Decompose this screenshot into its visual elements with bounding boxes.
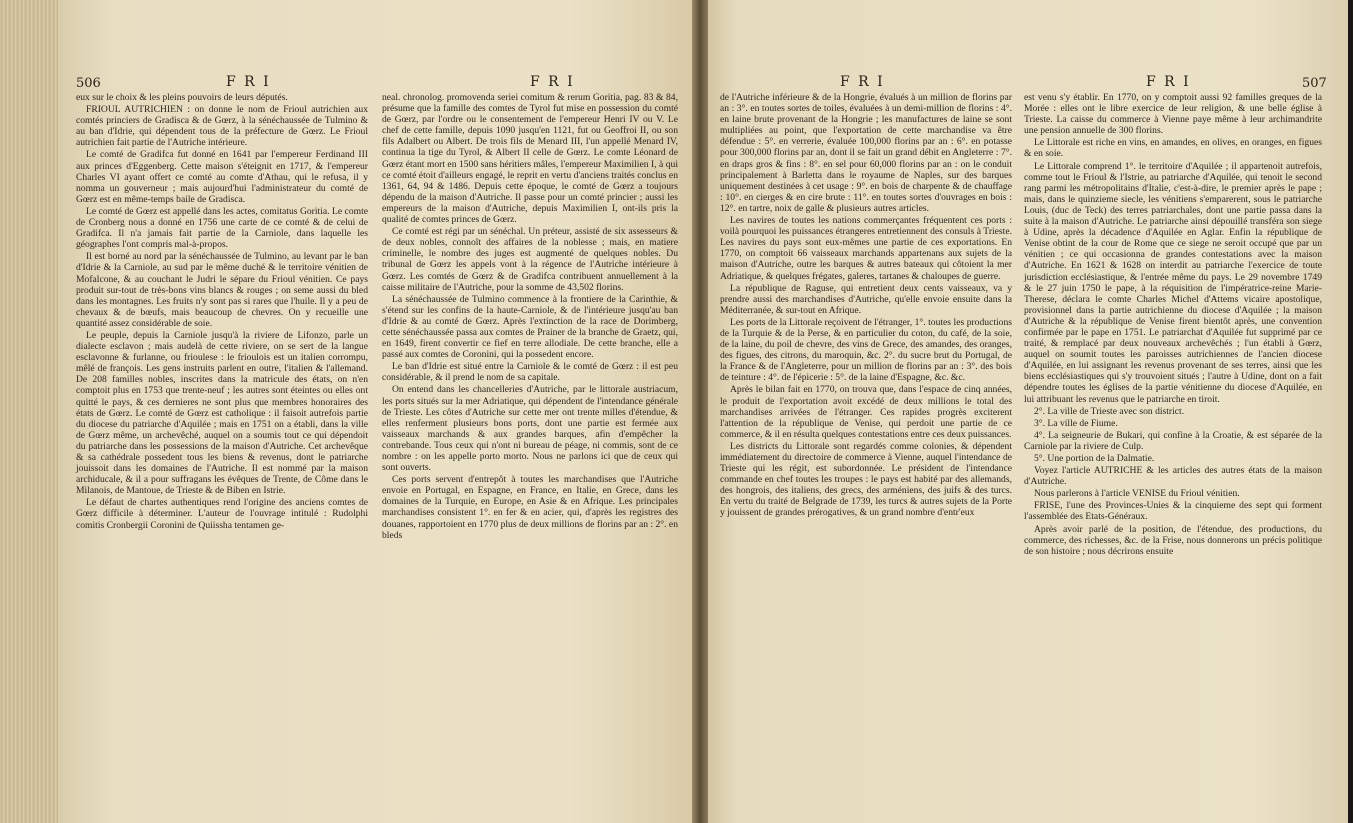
paragraph: 4°. La seigneurie de Bukari, qui confine à la Croatie, & est séparée de la Carniole par la riviere de Culp. bbox=[1024, 429, 1322, 452]
paragraph: 5°. Une portion de la Dalmatie. bbox=[1034, 453, 1155, 464]
running-head: F R I bbox=[1146, 74, 1191, 90]
paragraph: Voyez l'article AUTRICHE & les articles des autres états de la maison d'Autriche. bbox=[1024, 465, 1322, 488]
text-column-left bbox=[720, 92, 1012, 520]
paragraph: Les districts du Littorale sont regardés comme colonies, & dépendent immédiatement du directoire de commerce à Vienne, auquel l'intendance de Trieste qui les régit, est subordonnée. Le président de l'intendance commande en chef toutes les troupes : le pays est habité par des allemands, des hongrois, des italiens, des grecs, des arméniens, des juifs & des turcs. En vertu du traité de Belgrade de 1739, les turcs & autres sujets de la Porte y jouissent de grandes prérogatives, & un grand nombre d'entr'eux bbox=[720, 440, 1012, 519]
text-column-right bbox=[1024, 92, 1322, 558]
paragraph: Les navires de toutes les nations commerçantes fréquentent ces ports : voilà pourquoi les puissances étrangeres entretiennent des consuls à Trieste. Les navires du pays sont eux-mêmes une partie de ces exportations. En 1770, on comptoit 66 vaisseaux marchands appartenans aux sujets de la maison d'Autriche, outre les barques & autres bateaux qui côtoient la mer Adriatique, & quelques frégates, galeres, tartanes & chaloupes de guerre. bbox=[720, 215, 1012, 282]
text-column-right bbox=[382, 92, 678, 542]
right-page bbox=[698, 0, 1348, 823]
paragraph: FRISE, l'une des Provinces-Unies & la cinquieme des sept qui forment l'assemblée des Etats-Généraux. bbox=[1024, 500, 1322, 523]
paragraph: Le comté de Gœrz est appellé dans les actes, comitatus Goritia. Le comte de Cronberg nous a donné en 1756 une carte de ce comté & de celui de Gradifca. Il n'a jamais fait partie de la Carniole, dans laquelle les géographes l'ont compris mal-à-propos. bbox=[76, 205, 368, 251]
paragraph: Après avoir parlé de la position, de l'étendue, des productions, du commerce, des richesses, &c. de la Frise, nous donnerons un précis politique de son histoire ; nous décrirons ensuite bbox=[1024, 523, 1322, 557]
paragraph: On entend dans les chancelleries d'Autriche, par le littorale austriacum, les ports situés sur la mer Adriatique, qui dépendent de l'intendance générale de Trieste. Les côtes d'Autriche sur cette mer ont trente milles d'étendue, & elles renferment plusieurs bons ports, dont une partie est fermée aux vaisseaux marchands & aux grandes barques, afin d'empêcher la contrebande. Tous ceux qui n'ont ni bureau de péage, ni commis, sont de ce nombre : on les appelle porto morto. Nous ne parlons ici que de ceux qui sont ouverts. bbox=[382, 384, 678, 474]
paragraph: Le peuple, depuis la Carniole jusqu'à la riviere de Lifonzo, parle un dialecte esclavon ; mais audelà de cette riviere, on se sert de la langue esclavonne & furlanne, ou frioulese : le frioulois est un italien corrompu, mêlé de françois. Les gens instruits parlent en outre, l'italien & l'allemand. De 208 familles nobles, inscrites dans la matricule des états, on n'en comptoit plus en 1753 que trente-neuf ; les autres sont éteintes ou elles ont quitté le pays, & ces dernieres ne sont plus que membres honoraires des états de Gœrz. Le comté de Gœrz est catholique : il faisoit autrefois partie du diocese du patriarche d'Aquilée ; mais en 1751 on a établi, dans la ville de Gœrz même, un archevêché, auquel on a soumis tout ce qui dépendoit du patriarche dans les possessions de la maison d'Autriche. Cet archevêque & sa cathédrale possedent tous les biens & revenus, dont le patriarche jouissoit dans les domaines de l'Autriche. Il est nommé par la maison archiducale, & il a pour suffragans les évêques de Trente, de Côme dans le Milanois, de Mantoue, de Trieste & de Biben en Istrie. bbox=[76, 329, 368, 497]
paragraph: 2°. La ville de Trieste avec son district. bbox=[1034, 405, 1185, 417]
running-head: F R I bbox=[226, 74, 271, 90]
paragraph: Le ban d'Idrie est situé entre la Carniole & le comté de Gœrz : il est peu considérable, & il prend le nom de sa capitale. bbox=[382, 361, 678, 384]
paragraph: Ces ports servent d'entrepôt à toutes les marchandises que l'Autriche envoie en Portugal, en Espagne, en France, en Italie, en Grece, dans les domaines de la Turquie, en Europe, en Asie & en Afrique. Les principales marchandises consistent 1°. en fer & en acier, qui, d'après les registres des douanes, rapportoient en 1770 plus de deux millions de florins par an : 2°. en bleds bbox=[382, 474, 678, 541]
paragraph: La sénéchaussée de Tulmino commence à la frontiere de la Carinthie, & s'étend sur les confins de la haute-Carniole, & de l'intérieure jusqu'au ban d'Idrie & au comté de Gœrz. Après l'extinction de la race de Dorimberg, cette sénéchaussée passa aux comtes de Prainer de la branche de Graetz, qui, en 1649, firent convertir ce fief en terre allodiale. De cette branche, elle a passé aux comtes de Coronini, qui la possedent encore. bbox=[382, 293, 678, 361]
running-head: F R I bbox=[840, 74, 885, 90]
paragraph: de l'Autriche inférieure & de la Hongrie, évalués à un million de florins par an : 3°. en toutes sortes de toiles, évaluées à un demi-million de florins : 4°. en laine brute provenant de la Hongrie ; les manufactures de laine se sont multipliées au point, que l'exportation de cette marchandise va être défendue : 5°. en verrerie, évaluée 100,000 florins par an : 6°. en potasse pour 300,000 florins par an, dont il se fait un grand débit en Angleterre : 7°. en draps gros & fins : 8°. en sel pour 60,000 florins par an : on le conduit principalement à Barletta dans le royaume de Naples, sur des barques uniquement destinées à cet usage : 9°. en bois de charpente & de chauffage : 10°. en cierges & en cire brute : 11°. en toutes sortes d'ouvrages en bois : 12°. en tartre, noix de galle & plusieurs autres articles. bbox=[720, 92, 1012, 214]
paragraph: Les ports de la Littorale reçoivent de l'étranger, 1°. toutes les productions de la Turquie & de la Perse, & en particulier du coton, du café, de la soie, de la laine, du poil de chevre, des vins de Grece, des amandes, des oranges, des figues, des citrons, du maroquin, &c. 2°. du sucre brut du Portugal, de la France & de l'Angleterre, pour un million de florins par an : 3°. des bois de teinture : 4°. de l'épicerie : 5°. de la laine d'Espagne, &c. &c. bbox=[720, 316, 1012, 384]
book-page-edges bbox=[0, 0, 58, 823]
paragraph: Nous parlerons à l'article VENISE du Frioul vénitien. bbox=[1034, 488, 1240, 500]
paragraph: Le défaut de chartes authentiques rend l'origine des anciens comtes de Gœrz difficile à déterminer. L'auteur de l'ouvrage intitulé : Rudolphi comitis Cronbergii Coronini de Quiissha tentamen ge- bbox=[76, 497, 368, 531]
page-number: 506 bbox=[76, 76, 101, 91]
paragraph: La république de Raguse, qui entretient deux cents vaisseaux, va y prendre aussi des marchandises d'Autriche, qu'elle envoie ensuite dans la Méditerranée, & sur-tout en Afrique. bbox=[720, 282, 1012, 316]
paragraph: Il est borné au nord par la sénéchaussée de Tulmino, au levant par le ban d'Idrie & la Carniole, au sud par le même duché & le territoire vénitien de Mofalcone, & au couchant le Judri le sépare du Frioul vénitien. Ce pays produit sur-tout de très-bons vins blancs & rouges ; on seme aussi du bled dans les montagnes. Les fruits n'y sont pas si rares que l'huile. Il y a peu de chevaux & de bœufs, mais beaucoup de chevres. On y recueille une quantité assez considérable de soie. bbox=[76, 251, 368, 329]
book-gutter bbox=[692, 0, 708, 823]
paragraph: Après le bilan fait en 1770, on trouva que, dans l'espace de cinq années, le produit de l'exportation avoit excédé de deux millions le total des marchandises arrivées de l'étranger. Ces rapides progrès exciterent l'attention de la république de Venise, qui perdoit une partie de ce commerce, & il en résulta quelques contestations entre ces deux puissances. bbox=[720, 384, 1012, 440]
paragraph: Ce comté est régi par un sénéchal. Un préteur, assisté de six assesseurs & de deux nobles, connoît des affaires de la noblesse ; mais, en matiere criminelle, le nombre des juges est augmenté de quelques nobles. Du tribunal de Gœrz les appels vont à la régence de l'Autriche intérieure à Gœrz. Les comtés de Gœrz & de Gradifca contribuent annuellement à la caisse militaire de l'Autriche, pour la somme de 43,502 florins. bbox=[382, 226, 678, 293]
paragraph: FRIOUL AUTRICHIEN : on donne le nom de Frioul autrichien aux comtés princiers de Gradisca & de Gœrz, à la sénéchaussée de Tulmino & au ban d'Idrie, qui dépendent tous de la préfecture de Gœrz. Le Frioul autrichien fait partie de l'Autriche intérieure. bbox=[76, 104, 368, 149]
text-column-left bbox=[76, 92, 368, 532]
paragraph: neal. chronolog. promovenda seriei comitum & rerum Goritia, pag. 83 & 84, présume que la famille des comtes de Tyrol fut mise en possession du comté de Gœrz, par l'ordre ou le consentement de l'empereur Henri IV ou V. Le chef de cette famille, depuis 1090 jusqu'en 1121, fut ou Geoffroi II, ou son fils Adalbert ou Albert. De trois fils de Menard III, l'un appellé Menard IV, continua la tige du Tyrol, & Albert II celle de Gœrz. Le comte Léonard de Gœrz étant mort en 1500 sans héritiers mâles, l'empereur Maximilien I, à qui ce comté étoit d'ailleurs engagé, le reprit en vertu d'anciens traités conclus en 1361, 64, 94 & 1486. Depuis cette époque, le comté de Gœrz a toujours dépendu de la maison d'Autriche. Il passe pour un comté princier ; aussi les empereurs de la maison d'Autriche, depuis Maximilien I, ont-ils pris la qualité de comtes princes de Gœrz. bbox=[382, 92, 678, 226]
paragraph: Le comté de Gradifca fut donné en 1641 par l'empereur Ferdinand III aux princes d'Eggenberg. Cette maison s'éteignit en 1717, & l'empereur Charles VI ayant offert ce comté au comte d'Athau, qui le refusa, il y nomma un gouverneur ; mais aujourd'hui l'administrateur du comté de Gœrz est en même-temps baile de Gradisca. bbox=[76, 149, 368, 205]
left-page bbox=[58, 0, 698, 823]
paragraph: eux sur le choix & les pleins pouvoirs de leurs députés. bbox=[76, 92, 288, 103]
paragraph: Le Littorale comprend 1°. le territoire d'Aquilée ; il appartenoit autrefois, comme tout le Frioul & l'Istrie, au patriarche d'Aquilée, qui tenoit le second rang parmi les métropolitains d'Italie, c'est-à-dire, le premier après le pape ; mais, dans le quinzieme siecle, les vénitiens s'emparerent, sous le patriarche Louis, (duc de Teck) des terres patriarchales, dont une partie passa dans la suite à la maison d'Autriche. Le patriarche ainsi dépouillé transféra son siege à Udine, après la décadence d'Aquilée en Aglar. Enfin la république de Venise obtint de la cour de Rome que ce siege ne seroit occupé que par un vénitien ; ce qui occasionna de grandes contestations avec la maison d'Autriche. En 1621 & 1628 on interdit au patriarche l'exercice de toute jurisdiction ecclésiastique, & l'entrée même du pays. Le 29 novembre 1749 & le 27 juin 1750 le pape, à la réquisition de l'impératrice-reine Marie-Therese, déclara le comte Charles Michel d'Attems vicaire apostolique, provisionnel dans la partie autrichienne du diocese d'Aquilée ; la maison d'Autriche & la république de Venise firent bientôt après, une convention confirmée par le pape en 1751. Le patriarchat d'Aquilée fut supprimé par ce traité, & remplacé par deux nouveaux archevêchés ; l'un établi à Gœrz, auquel on soumit toutes les paroisses autrichiennes de l'ancien diocese d'Aquilée, en lui assignant les revenus provenant de ses terres, ainsi que les biens ecclésiastiques qui s'y trouvoient situés ; l'autre à Udine, dont on a fait dépendre toutes les églises de la partie vénitienne du diocese d'Aquilée, en lui attribuant les revenus que le patriarche en tiroit. bbox=[1024, 160, 1322, 405]
paragraph: est venu s'y établir. En 1770, on y comptoit aussi 92 familles greques de la Morée : elles ont le libre exercice de leur religion, & une belle église à Trieste. La caisse du commerce à Vienne paye même à leur archimandrite une pension annuelle de 300 florins. bbox=[1024, 92, 1322, 137]
paragraph: Le Littorale est riche en vins, en amandes, en olives, en oranges, en figues & en soie. bbox=[1024, 137, 1322, 160]
page-number: 507 bbox=[1302, 76, 1327, 91]
paragraph: 3°. La ville de Fiume. bbox=[1034, 417, 1118, 429]
running-head: F R I bbox=[530, 74, 575, 90]
